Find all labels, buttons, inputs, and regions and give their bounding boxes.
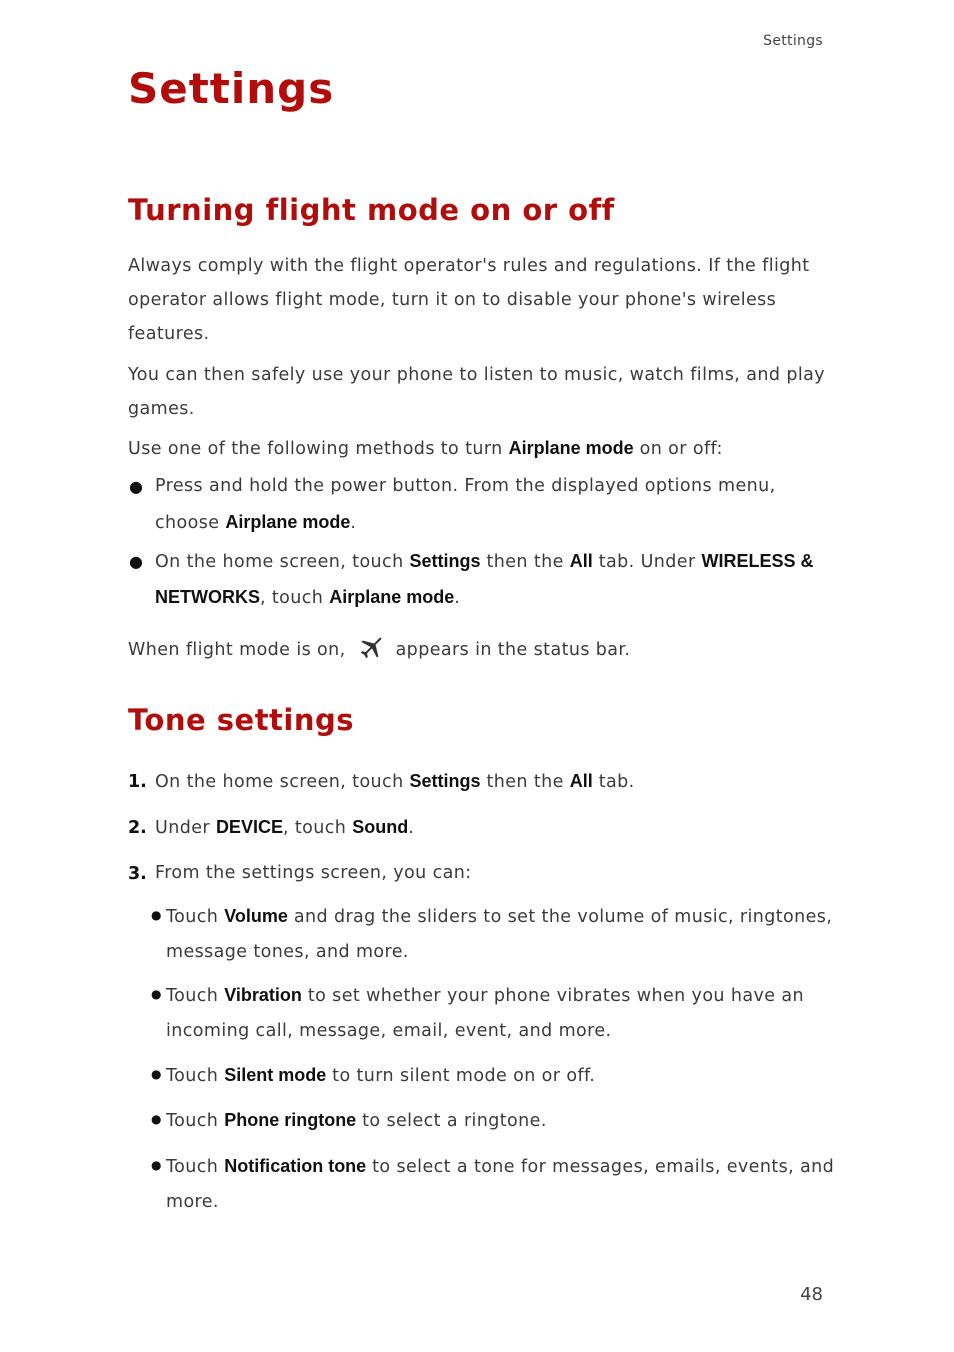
bullet-2-line-2: NETWORKS, touch Airplane mode. <box>155 587 461 608</box>
option-volume-line-1: Touch Volume and drag the sliders to set the volume of music, ringtones, <box>166 906 833 927</box>
option-notification-tone-line-1: Touch Notification tone to select a tone for messages, emails, events, and <box>166 1156 835 1177</box>
text-line: Always comply with the flight operator's rules and regulations. If the flight <box>128 256 810 276</box>
status-bar-note: When flight mode is on, appears in the status bar. <box>128 636 630 664</box>
bullet-icon: ● <box>129 477 143 496</box>
step-3-text: From the settings screen, you can: <box>155 863 472 883</box>
flight-usage-paragraph <box>128 358 828 426</box>
step-2-text: Under DEVICE, touch Sound. <box>155 817 415 838</box>
option-volume-line-2: message tones, and more. <box>166 942 409 962</box>
airplane-mode-term: Airplane mode <box>508 438 634 458</box>
bullet-icon: ● <box>151 908 162 922</box>
option-notification-tone-line-2: more. <box>166 1192 219 1212</box>
bullet-icon: ● <box>151 1112 162 1126</box>
bullet-1-line-2: choose Airplane mode. <box>155 512 357 533</box>
bullet-icon: ● <box>151 987 162 1001</box>
text-line: You can then safely use your phone to listen to music, watch films, and play <box>128 365 825 385</box>
step-1-text: On the home screen, touch Settings then the All tab. <box>155 771 635 792</box>
step-number: 3. <box>128 864 147 884</box>
airplane-icon <box>358 633 386 661</box>
option-vibration-line-2: incoming call, message, email, event, and more. <box>166 1021 612 1041</box>
methods-intro: Use one of the following methods to turn Airplane mode on or off: <box>128 438 723 459</box>
text-line: games. <box>128 399 195 419</box>
option-silent-mode: Touch Silent mode to turn silent mode on or off. <box>166 1065 596 1086</box>
page-title: Settings <box>128 64 335 113</box>
page-number: 48 <box>800 1284 823 1305</box>
bullet-icon: ● <box>151 1067 162 1081</box>
step-number: 2. <box>128 818 147 838</box>
running-header: Settings <box>763 33 823 49</box>
flight-intro-paragraph <box>128 249 828 351</box>
option-phone-ringtone: Touch Phone ringtone to select a ringtone. <box>166 1110 547 1131</box>
option-vibration-line-1: Touch Vibration to set whether your phone vibrates when you have an <box>166 985 804 1006</box>
bullet-1-line-1: Press and hold the power button. From the displayed options menu, <box>155 476 776 496</box>
text-line: features. <box>128 324 210 344</box>
flight-mode-heading: Turning flight mode on or off <box>128 193 615 227</box>
bullet-icon: ● <box>129 552 143 571</box>
step-number: 1. <box>128 772 147 792</box>
bullet-2-line-1: On the home screen, touch Settings then the All tab. Under WIRELESS & <box>155 551 814 572</box>
text-line: operator allows flight mode, turn it on to disable your phone's wireless <box>128 290 777 310</box>
bullet-icon: ● <box>151 1158 162 1172</box>
tone-settings-heading: Tone settings <box>128 703 355 737</box>
